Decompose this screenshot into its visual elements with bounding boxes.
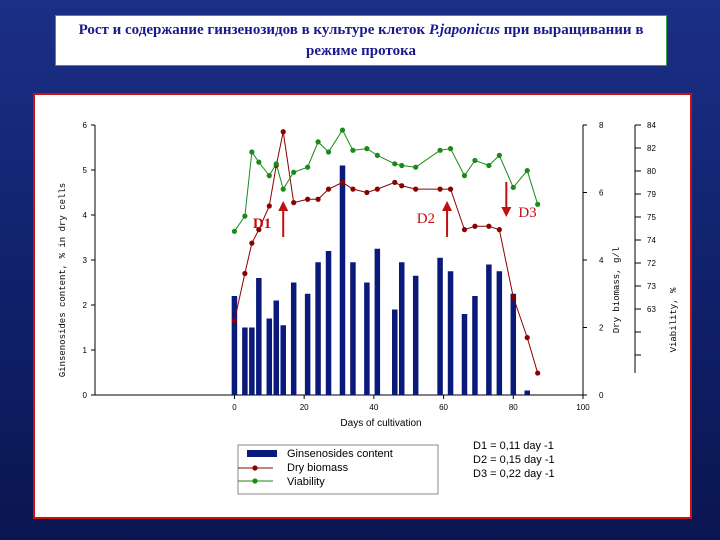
tick-label-viability: 73 [647, 282, 656, 291]
viability-point [274, 161, 279, 166]
arrow-head [278, 201, 288, 211]
viability-point [486, 163, 491, 168]
bar-series [232, 166, 530, 396]
annotations [253, 182, 537, 237]
biomass-point [315, 197, 320, 202]
biomass-point [267, 203, 272, 208]
tick-label-viability: 72 [647, 259, 656, 268]
biomass-point [486, 224, 491, 229]
chart-frame [33, 93, 692, 519]
y-axis-right-title: Dry biomass, g/l [612, 246, 622, 334]
title-part2: при выращивании в режиме протока [305, 21, 644, 59]
x-axis-title: Days of cultivation [340, 418, 422, 429]
tick-label-right: 4 [599, 256, 604, 265]
biomass-point [525, 335, 530, 340]
biomass-point [462, 227, 467, 232]
viability-point [340, 127, 345, 132]
tick-label-viability: 74 [647, 236, 656, 245]
biomass-point [281, 129, 286, 134]
bar [280, 325, 286, 395]
title-species: P.japonicus [428, 21, 500, 38]
biomass-point [535, 370, 540, 375]
bar [437, 258, 443, 395]
bar [462, 314, 468, 395]
legend-label: Dry biomass [287, 462, 349, 474]
tick-label-right: 0 [599, 391, 604, 400]
biomass-point [448, 187, 453, 192]
title-part1: Рост и содержание гинзенозидов в культуре клеток [78, 21, 429, 38]
tick-label-x: 80 [508, 403, 518, 412]
tick-label-x: 60 [439, 403, 449, 412]
tick-label-viability: 82 [647, 144, 656, 153]
bar [375, 249, 381, 395]
tick-label-viability: 75 [647, 213, 656, 222]
biomass-point [413, 187, 418, 192]
bar [267, 319, 273, 396]
viability-line [234, 130, 537, 231]
viability-point [242, 214, 247, 219]
biomass-point [511, 295, 516, 300]
bar [274, 301, 280, 396]
arrow-head [501, 207, 511, 217]
y-axis-left-title: Ginsenosides content, % in dry cells [58, 182, 68, 378]
viability-point [232, 229, 237, 234]
tick-label-left: 0 [82, 391, 87, 400]
biomass-point [350, 187, 355, 192]
annotation-label: D3 [518, 205, 537, 221]
biomass-point [392, 180, 397, 185]
viability-point [281, 187, 286, 192]
viability-point [350, 148, 355, 153]
legend-swatch-dot [252, 465, 257, 470]
viability-point [291, 170, 296, 175]
annotation-label: D1 [252, 216, 272, 232]
viability-point [437, 148, 442, 153]
tick-label-left: 1 [82, 346, 87, 355]
bar [242, 328, 248, 396]
bar [472, 296, 478, 395]
legend-swatch-dot [252, 478, 257, 483]
legend [238, 440, 555, 494]
tick-label-right: 8 [599, 121, 604, 130]
bar [350, 262, 356, 395]
biomass-point [340, 180, 345, 185]
slide-title [55, 15, 667, 66]
biomass-line [234, 132, 537, 373]
biomass-point [291, 200, 296, 205]
viability-point [375, 153, 380, 158]
viability-point [472, 158, 477, 163]
biomass-point [472, 224, 477, 229]
legend-label: Viability [287, 476, 325, 488]
tick-label-left: 3 [82, 256, 87, 265]
bar [413, 276, 419, 395]
arrow-head [442, 201, 452, 211]
y-axis-viability-title: Viability, % [669, 287, 679, 353]
biomass-point [242, 271, 247, 276]
bar [486, 265, 492, 396]
bar [340, 166, 346, 396]
biomass-point [305, 197, 310, 202]
viability-point [326, 149, 331, 154]
bar [392, 310, 398, 396]
viability-point [267, 173, 272, 178]
legend-swatch-bar [247, 450, 277, 457]
biomass-point [232, 318, 237, 323]
tick-label-x: 40 [369, 403, 379, 412]
biomass-point [326, 187, 331, 192]
viability-point [497, 153, 502, 158]
chart-canvas [35, 95, 690, 517]
tick-label-viability: 79 [647, 190, 656, 199]
legend-rate: D3 = 0,22 day -1 [473, 468, 555, 480]
biomass-point [399, 183, 404, 188]
bar [497, 271, 503, 395]
viability-point [525, 168, 530, 173]
viability-point [364, 146, 369, 151]
legend-label: Ginsenosides content [287, 448, 393, 460]
tick-label-viability: 84 [647, 121, 656, 130]
annotation-label: D2 [416, 211, 436, 227]
biomass-point [375, 187, 380, 192]
tick-label-x: 20 [299, 403, 309, 412]
viability-point [511, 185, 516, 190]
tick-label-viability: 80 [647, 167, 656, 176]
biomass-point [249, 241, 254, 246]
bar [249, 328, 255, 396]
viability-point [249, 149, 254, 154]
viability-point [305, 165, 310, 170]
tick-label-left: 4 [82, 211, 87, 220]
viability-point [462, 173, 467, 178]
biomass-point [364, 190, 369, 195]
tick-label-x: 100 [576, 403, 590, 412]
viability-point [315, 139, 320, 144]
tick-label-left: 6 [82, 121, 87, 130]
bar [399, 262, 405, 395]
viability-point [448, 146, 453, 151]
bar [511, 294, 517, 395]
legend-rate: D1 = 0,11 day -1 [473, 440, 554, 452]
bar [524, 391, 530, 396]
tick-label-left: 2 [82, 301, 87, 310]
bar [448, 271, 454, 395]
viability-point [413, 165, 418, 170]
bar [291, 283, 297, 396]
tick-label-left: 5 [82, 166, 87, 175]
tick-label-x: 0 [232, 403, 237, 412]
bar [364, 283, 370, 396]
tick-label-right: 6 [599, 188, 604, 198]
bar [305, 294, 311, 395]
bar [256, 278, 262, 395]
tick-label-viability: 63 [647, 305, 656, 314]
biomass-point [437, 187, 442, 192]
viability-point [256, 160, 261, 165]
bar [326, 251, 332, 395]
bar [315, 262, 321, 395]
viability-point [392, 161, 397, 166]
viability-point [399, 163, 404, 168]
legend-rate: D2 = 0,15 day -1 [473, 454, 555, 466]
biomass-point [497, 227, 502, 232]
tick-label-right: 2 [599, 323, 604, 333]
